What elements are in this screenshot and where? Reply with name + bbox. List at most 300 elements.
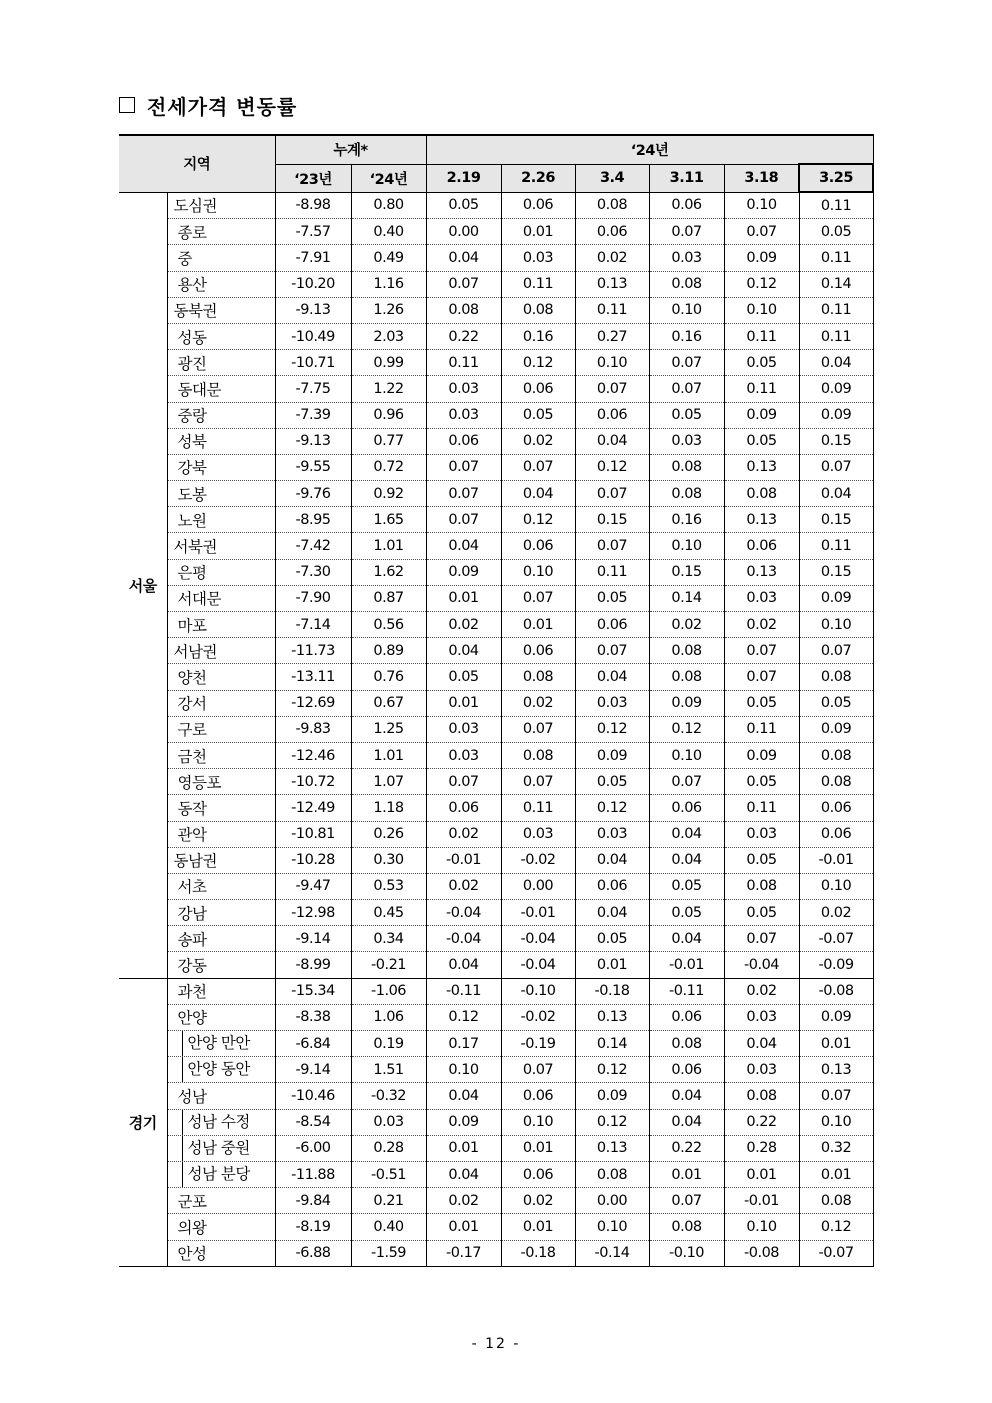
value-cell: 0.11 — [724, 376, 799, 402]
value-cell: -8.98 — [275, 192, 351, 219]
district-label: 영등포 — [167, 769, 275, 795]
value-cell: -0.01 — [649, 952, 724, 978]
value-cell: 0.02 — [575, 245, 649, 271]
value-cell: 0.05 — [799, 219, 873, 245]
value-cell: 0.08 — [649, 1214, 724, 1240]
value-cell: -8.54 — [275, 1109, 351, 1135]
value-cell: 0.11 — [426, 350, 501, 376]
value-cell: -0.10 — [649, 1240, 724, 1266]
value-cell: 0.11 — [724, 795, 799, 821]
value-cell: 0.10 — [575, 350, 649, 376]
value-cell: -0.10 — [501, 978, 575, 1004]
value-cell: 0.03 — [501, 821, 575, 847]
value-cell: -15.34 — [275, 978, 351, 1004]
value-cell: -13.11 — [275, 664, 351, 690]
table-row — [119, 638, 873, 664]
value-cell: 0.10 — [649, 533, 724, 559]
table-row — [119, 559, 873, 585]
table-row — [119, 952, 873, 978]
value-cell: 0.06 — [426, 428, 501, 454]
value-cell: 0.07 — [799, 1083, 873, 1109]
value-cell: 0.06 — [724, 533, 799, 559]
value-cell: 0.01 — [426, 585, 501, 611]
value-cell: 0.07 — [501, 769, 575, 795]
table-row — [119, 978, 873, 1004]
district-label — [167, 1109, 275, 1135]
district-label: 성남 — [167, 1083, 275, 1109]
value-cell: 0.12 — [724, 271, 799, 297]
value-cell: 1.62 — [351, 559, 426, 585]
value-cell: 0.06 — [501, 1161, 575, 1187]
value-cell: 0.07 — [426, 769, 501, 795]
value-cell: 0.11 — [799, 192, 873, 219]
week-col-header: 2.19 — [426, 164, 501, 192]
table-row — [119, 297, 873, 323]
value-cell: 0.04 — [426, 952, 501, 978]
value-cell: 0.02 — [426, 1188, 501, 1214]
district-label: 과천 — [167, 978, 275, 1004]
value-cell: 0.45 — [351, 900, 426, 926]
value-cell: -7.42 — [275, 533, 351, 559]
value-cell: 0.04 — [575, 428, 649, 454]
value-cell: -0.18 — [575, 978, 649, 1004]
district-label: 군포 — [167, 1188, 275, 1214]
value-cell: 0.10 — [724, 192, 799, 219]
value-cell: 0.16 — [649, 507, 724, 533]
table-row — [119, 1214, 873, 1240]
value-cell: 0.06 — [575, 402, 649, 428]
value-cell: 0.07 — [501, 716, 575, 742]
value-cell: 0.08 — [724, 481, 799, 507]
value-cell: 0.11 — [724, 716, 799, 742]
value-cell: 0.07 — [649, 219, 724, 245]
value-cell: 0.77 — [351, 428, 426, 454]
value-cell: -7.14 — [275, 612, 351, 638]
district-label: 강서 — [167, 690, 275, 716]
value-cell: 0.10 — [426, 1057, 501, 1083]
value-cell: 0.89 — [351, 638, 426, 664]
table-row — [119, 1031, 873, 1057]
value-cell: 0.12 — [426, 1004, 501, 1030]
value-cell: -0.07 — [799, 926, 873, 952]
value-cell: 0.06 — [649, 192, 724, 219]
value-cell: 0.01 — [501, 1214, 575, 1240]
value-cell: 0.22 — [649, 1135, 724, 1161]
value-cell: 0.53 — [351, 873, 426, 899]
value-cell: 1.01 — [351, 533, 426, 559]
value-cell: 1.26 — [351, 297, 426, 323]
table-row — [119, 873, 873, 899]
sub-district-label: 안양 만안 — [182, 1031, 250, 1056]
value-cell: -10.71 — [275, 350, 351, 376]
value-cell: 0.10 — [501, 559, 575, 585]
value-cell: -0.08 — [799, 978, 873, 1004]
value-cell: -0.04 — [501, 952, 575, 978]
value-cell: 0.30 — [351, 847, 426, 873]
value-cell: -9.13 — [275, 428, 351, 454]
value-cell: 0.05 — [724, 690, 799, 716]
value-cell: -10.49 — [275, 323, 351, 349]
value-cell: -9.14 — [275, 1057, 351, 1083]
value-cell: -0.19 — [501, 1031, 575, 1057]
value-cell: 0.06 — [575, 873, 649, 899]
table-row — [119, 219, 873, 245]
value-cell: 1.16 — [351, 271, 426, 297]
value-cell: 0.08 — [575, 192, 649, 219]
value-cell: 0.15 — [799, 559, 873, 585]
cumulative-col-header: ‘24년 — [351, 164, 426, 192]
value-cell: -11.73 — [275, 638, 351, 664]
week-col-header: 3.18 — [724, 164, 799, 192]
value-cell: -7.91 — [275, 245, 351, 271]
table-row — [119, 1188, 873, 1214]
value-cell: -0.04 — [501, 926, 575, 952]
district-label: 금천 — [167, 742, 275, 768]
value-cell: 0.96 — [351, 402, 426, 428]
value-cell: 0.10 — [575, 1214, 649, 1240]
value-cell: 0.13 — [575, 271, 649, 297]
value-cell: 0.27 — [575, 323, 649, 349]
value-cell: 0.09 — [799, 585, 873, 611]
value-cell: 0.28 — [724, 1135, 799, 1161]
value-cell: 0.11 — [799, 533, 873, 559]
value-cell: 0.05 — [724, 769, 799, 795]
value-cell: 0.03 — [649, 245, 724, 271]
table-row — [119, 271, 873, 297]
value-cell: 0.05 — [575, 585, 649, 611]
value-cell: 0.00 — [426, 219, 501, 245]
value-cell: 0.09 — [724, 245, 799, 271]
value-cell: 0.08 — [575, 1161, 649, 1187]
value-cell: 0.07 — [575, 376, 649, 402]
value-cell: 0.07 — [799, 454, 873, 480]
value-cell: 0.40 — [351, 1214, 426, 1240]
value-cell: 0.12 — [575, 1109, 649, 1135]
value-cell: 0.14 — [649, 585, 724, 611]
district-label: 광진 — [167, 350, 275, 376]
value-cell: -8.38 — [275, 1004, 351, 1030]
value-cell: 0.10 — [501, 1109, 575, 1135]
value-cell: 0.04 — [426, 1083, 501, 1109]
table-row — [119, 769, 873, 795]
value-cell: 0.28 — [351, 1135, 426, 1161]
value-cell: 0.03 — [724, 821, 799, 847]
value-cell: 0.09 — [724, 742, 799, 768]
value-cell: 0.03 — [724, 1057, 799, 1083]
sub-district-label: 성남 분당 — [182, 1162, 250, 1187]
value-cell: 0.07 — [724, 219, 799, 245]
value-cell: 0.05 — [575, 769, 649, 795]
value-cell: -1.59 — [351, 1240, 426, 1266]
value-cell: -0.14 — [575, 1240, 649, 1266]
value-cell: 0.08 — [649, 1031, 724, 1057]
value-cell: 0.06 — [501, 533, 575, 559]
value-cell: 0.12 — [501, 507, 575, 533]
value-cell: 0.04 — [724, 1031, 799, 1057]
value-cell: 0.72 — [351, 454, 426, 480]
value-cell: 0.04 — [649, 1083, 724, 1109]
value-cell: 0.07 — [649, 350, 724, 376]
value-cell: 0.06 — [426, 795, 501, 821]
value-cell: 0.04 — [426, 1161, 501, 1187]
value-cell: -0.01 — [501, 900, 575, 926]
district-label: 서초 — [167, 873, 275, 899]
value-cell: 0.08 — [501, 297, 575, 323]
value-cell: -0.02 — [501, 1004, 575, 1030]
value-cell: -0.07 — [799, 1240, 873, 1266]
value-cell: -12.69 — [275, 690, 351, 716]
value-cell: 0.08 — [426, 297, 501, 323]
value-cell: 0.02 — [426, 821, 501, 847]
value-cell: -8.19 — [275, 1214, 351, 1240]
value-cell: 0.12 — [575, 716, 649, 742]
value-cell: 0.92 — [351, 481, 426, 507]
value-cell: 0.08 — [799, 742, 873, 768]
table-row — [119, 481, 873, 507]
value-cell: -0.02 — [501, 847, 575, 873]
value-cell: 0.02 — [724, 978, 799, 1004]
value-cell: -9.14 — [275, 926, 351, 952]
value-cell: -10.72 — [275, 769, 351, 795]
value-cell: 0.12 — [575, 1057, 649, 1083]
table-row — [119, 847, 873, 873]
table-row — [119, 900, 873, 926]
value-cell: 0.13 — [724, 507, 799, 533]
value-cell: 0.05 — [575, 926, 649, 952]
value-cell: 0.10 — [724, 1214, 799, 1240]
district-label: 중랑 — [167, 402, 275, 428]
value-cell: 0.13 — [724, 454, 799, 480]
value-cell: 0.08 — [649, 454, 724, 480]
value-cell: 0.11 — [799, 297, 873, 323]
value-cell: 0.03 — [351, 1109, 426, 1135]
table-row — [119, 821, 873, 847]
table-row — [119, 533, 873, 559]
district-label — [167, 1135, 275, 1161]
value-cell: 0.11 — [799, 245, 873, 271]
value-cell: 0.10 — [649, 297, 724, 323]
value-cell: 0.09 — [575, 1083, 649, 1109]
value-cell: -0.09 — [799, 952, 873, 978]
value-cell: 0.06 — [575, 219, 649, 245]
value-cell: 0.09 — [724, 402, 799, 428]
district-label: 용산 — [167, 271, 275, 297]
district-label: 종로 — [167, 219, 275, 245]
value-cell: 0.04 — [575, 900, 649, 926]
value-cell: 0.10 — [799, 873, 873, 899]
value-cell: 0.06 — [501, 376, 575, 402]
district-label: 동대문 — [167, 376, 275, 402]
value-cell: -8.99 — [275, 952, 351, 978]
value-cell: 0.11 — [575, 559, 649, 585]
value-cell: 0.16 — [501, 323, 575, 349]
district-label: 안성 — [167, 1240, 275, 1266]
value-cell: 0.04 — [575, 847, 649, 873]
value-cell: 0.22 — [724, 1109, 799, 1135]
value-cell: 0.21 — [351, 1188, 426, 1214]
value-cell: 0.40 — [351, 219, 426, 245]
value-cell: 0.02 — [501, 428, 575, 454]
value-cell: 0.05 — [724, 428, 799, 454]
value-cell: -9.83 — [275, 716, 351, 742]
district-label: 성북 — [167, 428, 275, 454]
value-cell: -1.06 — [351, 978, 426, 1004]
value-cell: 0.01 — [501, 612, 575, 638]
value-cell: -0.01 — [426, 847, 501, 873]
value-cell: 0.04 — [426, 638, 501, 664]
district-label — [167, 1031, 275, 1057]
value-cell: -0.17 — [426, 1240, 501, 1266]
value-cell: -6.88 — [275, 1240, 351, 1266]
value-cell: 0.08 — [649, 271, 724, 297]
table-row — [119, 795, 873, 821]
value-cell: 0.07 — [649, 769, 724, 795]
table-row — [119, 245, 873, 271]
value-cell: -9.76 — [275, 481, 351, 507]
value-cell: 0.15 — [649, 559, 724, 585]
district-label: 관악 — [167, 821, 275, 847]
value-cell: 0.08 — [799, 769, 873, 795]
value-cell: 0.05 — [724, 900, 799, 926]
value-cell: 0.00 — [575, 1188, 649, 1214]
district-label: 강남 — [167, 900, 275, 926]
value-cell: 0.02 — [426, 873, 501, 899]
jeonse-price-table — [119, 134, 874, 1267]
value-cell: 0.09 — [799, 376, 873, 402]
value-cell: 0.34 — [351, 926, 426, 952]
value-cell: 0.04 — [501, 481, 575, 507]
value-cell: 0.01 — [426, 690, 501, 716]
value-cell: 0.04 — [426, 245, 501, 271]
value-cell: -0.21 — [351, 952, 426, 978]
value-cell: 0.12 — [649, 716, 724, 742]
value-cell: 0.32 — [799, 1135, 873, 1161]
value-cell: 0.01 — [799, 1161, 873, 1187]
value-cell: 0.05 — [724, 847, 799, 873]
district-label: 서대문 — [167, 585, 275, 611]
district-label: 중 — [167, 245, 275, 271]
table-row — [119, 1004, 873, 1030]
value-cell: 0.07 — [426, 271, 501, 297]
table-row — [119, 716, 873, 742]
value-cell: -0.04 — [426, 926, 501, 952]
value-cell: 0.07 — [426, 454, 501, 480]
sub-district-label: 성남 중원 — [182, 1136, 250, 1161]
value-cell: -0.32 — [351, 1083, 426, 1109]
value-cell: 0.15 — [575, 507, 649, 533]
value-cell: 0.04 — [799, 481, 873, 507]
district-label: 노원 — [167, 507, 275, 533]
value-cell: 0.67 — [351, 690, 426, 716]
value-cell: 0.08 — [724, 873, 799, 899]
value-cell: 0.09 — [426, 1109, 501, 1135]
value-cell: 0.87 — [351, 585, 426, 611]
district-label — [167, 1057, 275, 1083]
value-cell: -9.84 — [275, 1188, 351, 1214]
district-label: 마포 — [167, 612, 275, 638]
table-row — [119, 428, 873, 454]
value-cell: 0.17 — [426, 1031, 501, 1057]
subregion-group-label: 도심권 — [167, 192, 275, 219]
value-cell: 0.01 — [501, 219, 575, 245]
value-cell: 0.02 — [501, 1188, 575, 1214]
district-label: 동작 — [167, 795, 275, 821]
region-header: 지역 — [119, 135, 275, 192]
value-cell: 0.06 — [649, 1057, 724, 1083]
value-cell: 0.03 — [575, 690, 649, 716]
value-cell: 0.13 — [799, 1057, 873, 1083]
table-row — [119, 1057, 873, 1083]
table-row — [119, 402, 873, 428]
value-cell: -7.57 — [275, 219, 351, 245]
value-cell: 0.04 — [649, 1109, 724, 1135]
district-label: 강동 — [167, 952, 275, 978]
checkbox-square-icon — [119, 97, 135, 113]
value-cell: -0.11 — [649, 978, 724, 1004]
value-cell: 0.04 — [575, 664, 649, 690]
subregion-group-label: 동북권 — [167, 297, 275, 323]
value-cell: 1.25 — [351, 716, 426, 742]
value-cell: 0.05 — [724, 350, 799, 376]
value-cell: -10.20 — [275, 271, 351, 297]
value-cell: -7.30 — [275, 559, 351, 585]
value-cell: -0.04 — [426, 900, 501, 926]
value-cell: 0.03 — [575, 821, 649, 847]
value-cell: 1.65 — [351, 507, 426, 533]
page-number: - 12 - — [471, 1336, 521, 1352]
value-cell: -6.00 — [275, 1135, 351, 1161]
table-row — [119, 1240, 873, 1266]
value-cell: 0.01 — [724, 1161, 799, 1187]
value-cell: 0.12 — [799, 1214, 873, 1240]
value-cell: 1.06 — [351, 1004, 426, 1030]
district-label: 구로 — [167, 716, 275, 742]
table-row — [119, 664, 873, 690]
value-cell: 0.07 — [724, 664, 799, 690]
value-cell: 0.49 — [351, 245, 426, 271]
value-cell: 0.07 — [501, 454, 575, 480]
value-cell: -0.08 — [724, 1240, 799, 1266]
value-cell: 0.07 — [426, 481, 501, 507]
value-cell: 0.05 — [649, 900, 724, 926]
value-cell: -10.81 — [275, 821, 351, 847]
value-cell: 0.05 — [649, 402, 724, 428]
value-cell: 0.26 — [351, 821, 426, 847]
value-cell: 0.08 — [799, 664, 873, 690]
value-cell: -9.13 — [275, 297, 351, 323]
value-cell: 0.09 — [799, 1004, 873, 1030]
value-cell: -7.39 — [275, 402, 351, 428]
value-cell: -12.49 — [275, 795, 351, 821]
value-cell: 0.06 — [575, 612, 649, 638]
value-cell: -10.28 — [275, 847, 351, 873]
value-cell: 0.10 — [799, 612, 873, 638]
subregion-group-label: 서남권 — [167, 638, 275, 664]
district-label: 도봉 — [167, 481, 275, 507]
value-cell: 0.02 — [724, 612, 799, 638]
value-cell: 0.07 — [575, 481, 649, 507]
value-cell: 0.07 — [426, 507, 501, 533]
value-cell: -0.51 — [351, 1161, 426, 1187]
table-row — [119, 323, 873, 349]
value-cell: 0.03 — [426, 716, 501, 742]
value-cell: 0.02 — [501, 690, 575, 716]
value-cell: 0.06 — [799, 821, 873, 847]
value-cell: 1.18 — [351, 795, 426, 821]
value-cell: 0.16 — [649, 323, 724, 349]
value-cell: 0.01 — [426, 1135, 501, 1161]
region-label: 서울 — [119, 192, 167, 978]
